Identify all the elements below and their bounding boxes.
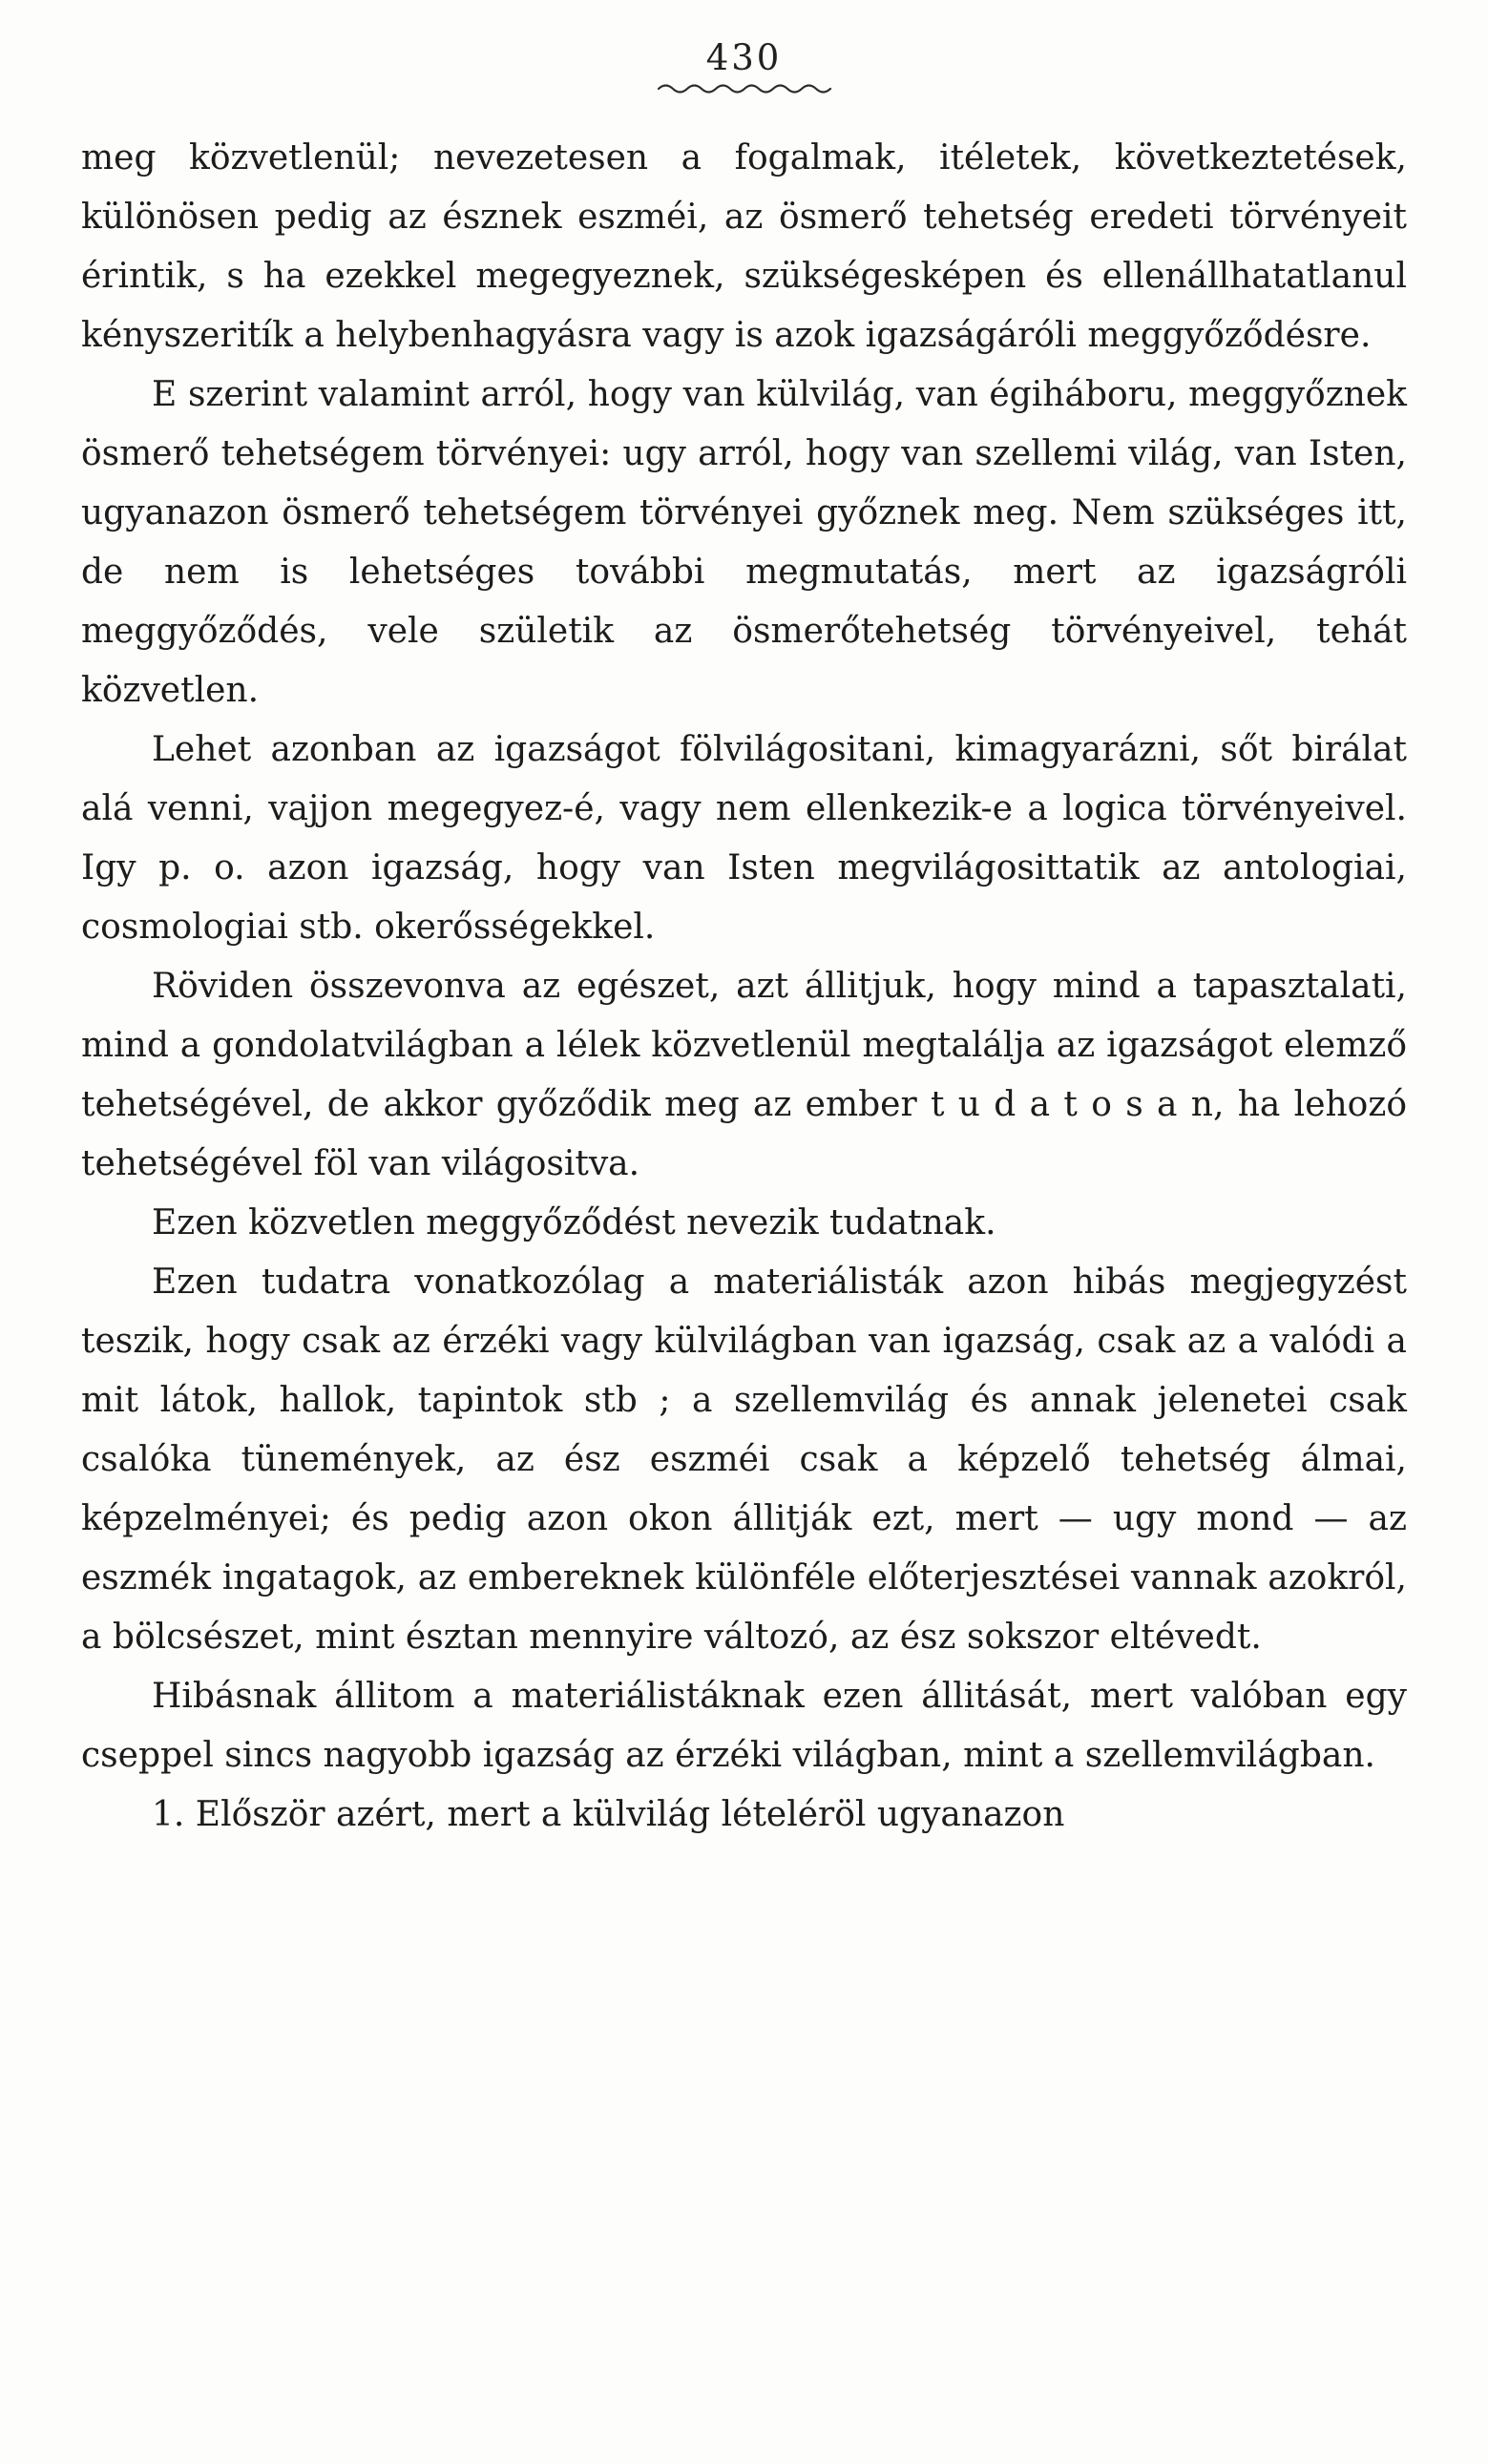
paragraph-5: Ezen közvetlen meggyőződést nevezik tudatnak. — [152, 1203, 996, 1242]
text-block — [81, 129, 1407, 1845]
page-header — [0, 0, 1488, 96]
paragraph-4: Röviden összevonva az egészet, azt állitjuk, hogy mind a tapasztalati, mind a gondolatvilágban a lélek közvetlenül megtalálja az igazságot elemző tehetségével, de akkor győződik meg az ember t u d a t o s a n, ha lehozó tehetségével föl van világositva. — [81, 967, 1407, 1183]
paragraph-1: meg közvetlenül; nevezetesen a fogalmak, itéletek, következtetések, különösen pedig az észnek eszméi, az ösmerő tehetség eredeti törvényeit érintik, s ha ezekkel megegyeznek, szükségesképen és ellenállhatatlanul kényszeritík a helybenhagyásra vagy is azok igazságáróli meggyőződésre. — [81, 138, 1407, 355]
paragraph-2: E szerint valamint arról, hogy van külvilág, van égiháboru, meggyőznek ösmerő tehetségem törvényei: ugy arról, hogy van szellemi világ, van Isten, ugyanazon ösmerő tehetségem törvényei győznek meg. Nem szükséges itt, de nem is lehetséges további megmutatás, mert az igazságróli meggyőződés, vele születik az ösmerőtehetség törvényeivel, tehát közvetlen. — [81, 375, 1407, 710]
paragraph-7: Hibásnak állitom a materiálistáknak ezen állitását, mert valóban egy cseppel sincs nagyobb igazság az érzéki világban, mint a szellemvilágban. — [81, 1677, 1407, 1775]
wavy-underline-icon — [654, 81, 835, 96]
page-number: 430 — [705, 37, 783, 78]
paragraph-6: Ezen tudatra vonatkozólag a materiálisták azon hibás megjegyzést teszik, hogy csak az érzéki vagy külvilágban van igazság, csak az a valódi a mit látok, hallok, tapintok stb ; a szellemvilág és annak jelenetei csak csalóka tünemények, az ész eszméi csak a képzelő tehetség álmai, képzelményei; és pedig azon okon állitják ezt, mert — ugy mond — az eszmék ingatagok, az embereknek különféle előterjesztései vannak azokról, a bölcsészet, mint észtan mennyire változó, az ész sokszor eltévedt. — [81, 1263, 1407, 1657]
paragraph-8: 1. Először azért, mert a külvilág lételéröl ugyanazon — [152, 1795, 1065, 1834]
paragraph-3: Lehet azonban az igazságot fölvilágositani, kimagyarázni, sőt birálat alá venni, vajjon megegyez-é, vagy nem ellenkezik-e a logica törvényeivel. Igy p. o. azon igazság, hogy van Isten megvilágosittatik az antologiai, cosmologiai stb. okerősségekkel. — [81, 730, 1407, 947]
